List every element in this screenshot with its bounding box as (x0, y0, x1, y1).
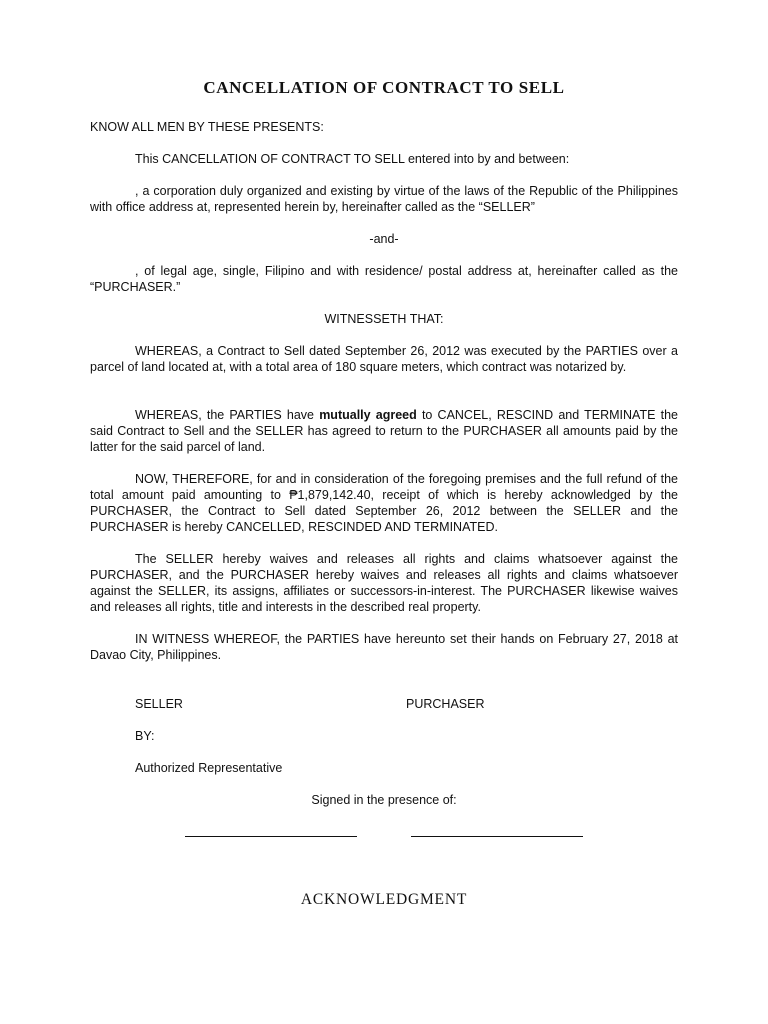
document-title: CANCELLATION OF CONTRACT TO SELL (203, 78, 565, 97)
whereas-2-text-b: to CANCEL, RESCIND and TERMINATE the said Contract to Sell and the SELLER has agreed to return to the PURCHASER all amounts paid by the latter for the said parcel of land. (90, 408, 678, 454)
seller-signature-label: SELLER (135, 697, 183, 711)
whereas-paragraph-1: WHEREAS, a Contract to Sell dated September 26, 2012 was executed by the PARTIES over a parcel of land located at, with a total area of 180 square meters, which contract was notarized by. (90, 344, 678, 374)
whereas-2-text-a: WHEREAS, the PARTIES have (135, 408, 320, 422)
witnesseth-heading: WITNESSETH THAT: (324, 312, 444, 326)
purchaser-signature-label: PURCHASER (406, 697, 485, 711)
intro-paragraph: This CANCELLATION OF CONTRACT TO SELL entered into by and between: (135, 152, 570, 166)
by-label: BY: (135, 729, 155, 743)
signed-presence-label: Signed in the presence of: (311, 793, 457, 807)
witness-signature-line-1 (185, 836, 357, 837)
now-therefore-paragraph: NOW, THEREFORE, for and in consideration of the foregoing premises and the full refund of the total amount paid amounting to ₱1,879,142.40, receipt of which is hereby acknowledged by the PURCHASER, the Contract to Sell dated September 26, 2012 between the SELLER and the PURCHASER is hereby CANCELLED, RESCINDED AND TERMINATED. (90, 472, 678, 534)
in-witness-paragraph: IN WITNESS WHEREOF, the PARTIES have hereunto set their hands on February 27, 2018 at Davao City, Philippines. (90, 632, 678, 662)
purchaser-paragraph: , of legal age, single, Filipino and with residence/ postal address at, hereinafter called as the “PURCHASER.” (90, 264, 678, 294)
witness-signature-line-2 (411, 836, 583, 837)
seller-paragraph: , a corporation duly organized and existing by virtue of the laws of the Republic of the Philippines with office address at, represented herein by, hereinafter called as the “SELLER” (90, 184, 678, 214)
acknowledgment-heading: ACKNOWLEDGMENT (300, 891, 468, 908)
whereas-paragraph-2 (90, 407, 678, 455)
waiver-paragraph: The SELLER hereby waives and releases all rights and claims whatsoever against the PURCHASER, and the PURCHASER hereby waives and releases all rights and claims whatsoever against the SELLER, its assigns, affiliates or successors-in-interest. The PURCHASER likewise waives and releases all rights, title and interests in the described real property. (90, 552, 678, 614)
salutation: KNOW ALL MEN BY THESE PRESENTS: (90, 120, 324, 134)
and-separator: -and- (369, 232, 399, 246)
mutually-agreed-bold: mutually agreed (319, 408, 417, 422)
authorized-representative-label: Authorized Representative (135, 761, 283, 775)
